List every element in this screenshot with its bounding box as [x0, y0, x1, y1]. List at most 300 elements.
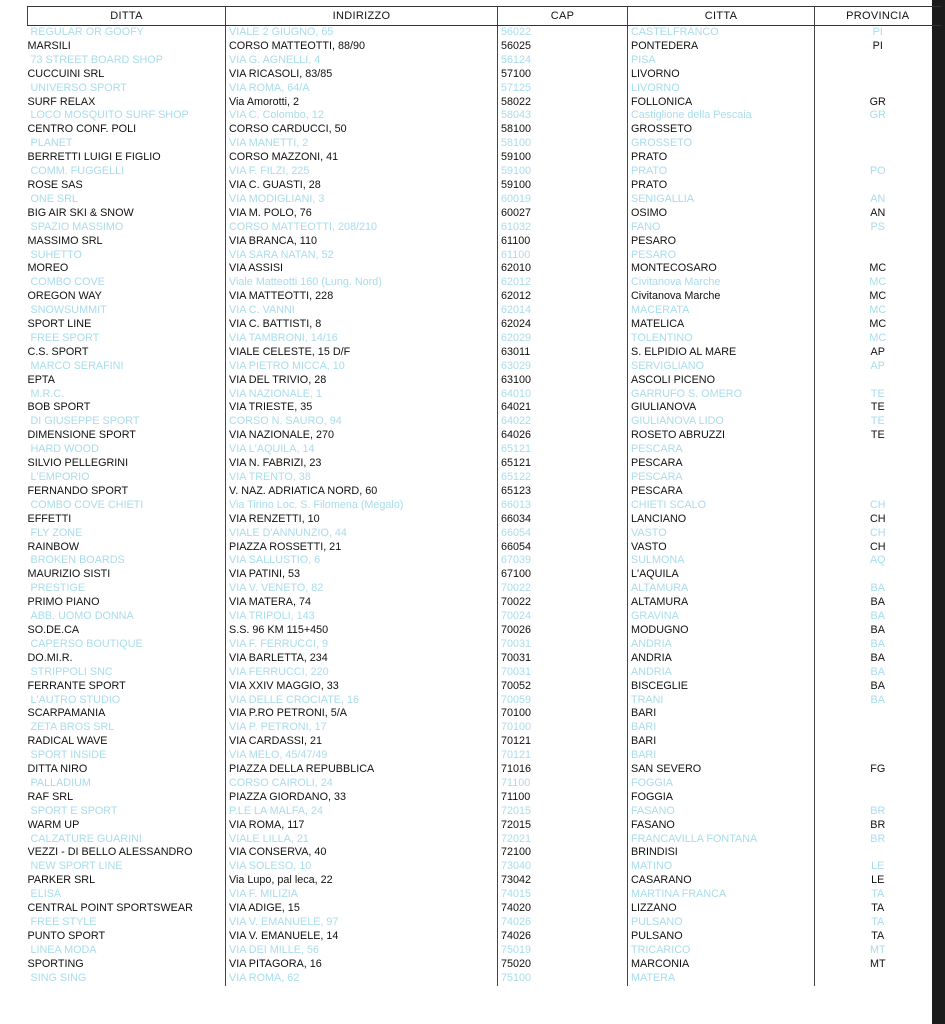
- cell-provincia: [815, 457, 941, 471]
- cell-ditta: UNIVERSO SPORT: [30, 81, 127, 94]
- cell-citta: BARI: [628, 735, 815, 749]
- cell-provincia: MC: [815, 318, 941, 332]
- cell-citta: FANO: [628, 221, 815, 235]
- cell-cap: 61100: [498, 235, 628, 249]
- cell-citta: TRICARICO: [628, 944, 815, 958]
- cell-provincia: [815, 374, 941, 388]
- header-ditta: DITTA: [28, 7, 226, 26]
- table-row: [28, 958, 941, 972]
- table-row: [28, 694, 941, 708]
- cell-provincia: TA: [815, 902, 941, 916]
- cell-ditta: SPORT LINE: [27, 318, 92, 331]
- cell-indirizzo: VIA RICASOLI, 83/85: [226, 68, 498, 82]
- cell-indirizzo: VIA BARLETTA, 234: [226, 652, 498, 666]
- cell-cap: 67100: [498, 568, 628, 582]
- cell-cap: 64021: [498, 401, 628, 415]
- table-row: [28, 707, 941, 721]
- cell-ditta: PARKER SRL: [27, 874, 96, 887]
- cell-citta: SERVIGLIANO: [628, 360, 815, 374]
- cell-citta: FOLLONICA: [628, 96, 815, 110]
- cell-ditta: ZETA BROS SRL: [30, 721, 115, 734]
- cell-cap: 64026: [498, 429, 628, 443]
- cell-indirizzo: VIA C. VANNI: [226, 304, 498, 318]
- cell-citta: ANDRIA: [628, 638, 815, 652]
- cell-indirizzo: VIA C. GUASTI, 28: [226, 179, 498, 193]
- cell-citta: PESARO: [628, 249, 815, 263]
- cell-indirizzo: VIA M. POLO, 76: [226, 207, 498, 221]
- cell-citta: LIVORNO: [628, 68, 815, 82]
- cell-indirizzo: Via Lupo, pal leca, 22: [226, 874, 498, 888]
- cell-provincia: LE: [815, 860, 941, 874]
- table-row: [28, 82, 941, 96]
- cell-ditta: PALLADIUM: [30, 776, 91, 789]
- cell-ditta: BROKEN BOARDS: [30, 554, 125, 567]
- table-row: [28, 652, 941, 666]
- cell-cap: 61032: [498, 221, 628, 235]
- cell-indirizzo: VIA ASSISI: [226, 262, 498, 276]
- cell-citta: Castiglione della Pescaia: [628, 109, 815, 123]
- cell-cap: 64022: [498, 415, 628, 429]
- cell-citta: ALTAMURA: [628, 582, 815, 596]
- cell-provincia: [815, 249, 941, 263]
- cell-citta: TRANI: [628, 694, 815, 708]
- cell-provincia: PI: [815, 26, 941, 40]
- cell-provincia: [815, 54, 941, 68]
- table-row: [28, 680, 941, 694]
- cell-indirizzo: PIAZZA DELLA REPUBBLICA: [226, 763, 498, 777]
- table-row: [28, 596, 941, 610]
- cell-cap: 71100: [498, 777, 628, 791]
- cell-ditta: SCARPAMANIA: [27, 707, 106, 720]
- table-row: [28, 944, 941, 958]
- cell-citta: PESCARA: [628, 457, 815, 471]
- cell-provincia: LE: [815, 874, 941, 888]
- cell-indirizzo: CORSO CARDUCCI, 50: [226, 123, 498, 137]
- table-row: [28, 26, 941, 40]
- cell-ditta: FREE STYLE: [30, 916, 97, 928]
- cell-cap: 62012: [498, 276, 628, 290]
- cell-indirizzo: VIA C. Colombo, 12: [226, 109, 498, 123]
- cell-cap: 75020: [498, 958, 628, 972]
- cell-indirizzo: V. NAZ. ADRIATICA NORD, 60: [226, 485, 498, 499]
- cell-indirizzo: VIALE LILLA, 21: [226, 833, 498, 847]
- cell-cap: 58022: [498, 96, 628, 110]
- cell-indirizzo: VIA BRANCA, 110: [226, 235, 498, 249]
- cell-citta: ANDRIA: [628, 652, 815, 666]
- cell-provincia: [815, 777, 941, 791]
- cell-citta: MACERATA: [628, 304, 815, 318]
- cell-provincia: AP: [815, 360, 941, 374]
- cell-provincia: BA: [815, 680, 941, 694]
- cell-provincia: [815, 485, 941, 499]
- cell-ditta: PLANET: [30, 137, 73, 150]
- cell-cap: 74026: [498, 930, 628, 944]
- cell-citta: SULMONA: [628, 554, 815, 568]
- cell-provincia: BA: [815, 666, 941, 680]
- cell-cap: 63029: [498, 360, 628, 374]
- cell-cap: 74015: [498, 888, 628, 902]
- cell-indirizzo: VIA DELLE CROCIATE, 16: [226, 694, 498, 708]
- cell-citta: PULSANO: [628, 916, 815, 930]
- cell-cap: 70031: [498, 666, 628, 680]
- table-row: [28, 165, 941, 179]
- cell-ditta: MAURIZIO SISTI: [27, 568, 111, 581]
- cell-citta: MATELICA: [628, 318, 815, 332]
- cell-cap: 61100: [498, 249, 628, 263]
- cell-provincia: BA: [815, 610, 941, 624]
- cell-provincia: PI: [815, 40, 941, 54]
- table-row: [28, 791, 941, 805]
- cell-cap: 65121: [498, 457, 628, 471]
- cell-ditta: MARSILI: [27, 39, 71, 52]
- cell-ditta: MASSIMO SRL: [27, 234, 103, 247]
- cell-provincia: [815, 123, 941, 137]
- cell-provincia: CH: [815, 499, 941, 513]
- cell-provincia: BA: [815, 638, 941, 652]
- header-provincia: PROVINCIA: [815, 7, 941, 26]
- cell-cap: 65121: [498, 443, 628, 457]
- cell-indirizzo: VIA FERRUCCI, 220: [226, 666, 498, 680]
- cell-ditta: SNOWSUMMIT: [30, 304, 107, 317]
- cell-cap: 70121: [498, 735, 628, 749]
- cell-ditta: RAINBOW: [27, 540, 80, 553]
- cell-cap: 65122: [498, 471, 628, 485]
- cell-citta: BARI: [628, 707, 815, 721]
- cell-ditta: NEW SPORT LINE: [30, 860, 123, 873]
- cell-provincia: BR: [815, 819, 941, 833]
- table-row: [28, 318, 941, 332]
- table-row: [28, 819, 941, 833]
- table-row: [28, 68, 941, 82]
- cell-ditta: LINEA MODA: [30, 943, 97, 956]
- cell-provincia: MC: [815, 290, 941, 304]
- cell-provincia: [815, 707, 941, 721]
- cell-indirizzo: VIA C. BATTISTI, 8: [226, 318, 498, 332]
- retailer-table: [27, 6, 941, 986]
- cell-ditta: STRIPPOLI SNC: [30, 665, 113, 678]
- cell-ditta: OREGON WAY: [27, 290, 102, 303]
- cell-cap: 63100: [498, 374, 628, 388]
- table-row: [28, 638, 941, 652]
- cell-ditta: MARCO SERAFINI: [30, 359, 124, 372]
- cell-citta: VASTO: [628, 527, 815, 541]
- cell-indirizzo: VIALE D'ANNUNZIO, 44: [226, 527, 498, 541]
- cell-ditta: PUNTO SPORT: [27, 929, 106, 942]
- cell-provincia: [815, 749, 941, 763]
- table-row: [28, 930, 941, 944]
- cell-ditta: CENTRAL POINT SPORTSWEAR: [27, 902, 193, 915]
- cell-indirizzo: CORSO MAZZONI, 41: [226, 151, 498, 165]
- cell-cap: 72021: [498, 833, 628, 847]
- cell-provincia: MC: [815, 304, 941, 318]
- cell-ditta: SILVIO PELLEGRINI: [27, 457, 129, 470]
- cell-cap: 72100: [498, 846, 628, 860]
- cell-provincia: BA: [815, 624, 941, 638]
- cell-ditta: SO.DE.CA: [27, 623, 80, 636]
- cell-provincia: [815, 568, 941, 582]
- cell-citta: GRAVINA: [628, 610, 815, 624]
- cell-citta: PULSANO: [628, 930, 815, 944]
- table-row: [28, 554, 941, 568]
- table-row: [28, 833, 941, 847]
- cell-ditta: DITTA NIRO: [27, 763, 88, 776]
- cell-citta: FOGGIA: [628, 791, 815, 805]
- cell-indirizzo: S.S. 96 KM 115+450: [226, 624, 498, 638]
- cell-cap: 60027: [498, 207, 628, 221]
- cell-indirizzo: VIA ROMA, 117: [226, 819, 498, 833]
- cell-cap: 62010: [498, 262, 628, 276]
- table-row: [28, 582, 941, 596]
- cell-ditta: BOB SPORT: [27, 401, 91, 414]
- table-row: [28, 513, 941, 527]
- cell-indirizzo: VIA TRIESTE, 35: [226, 401, 498, 415]
- cell-indirizzo: VIA L'AQUILA, 14: [226, 443, 498, 457]
- cell-ditta: DI GIUSEPPE SPORT: [30, 415, 140, 428]
- cell-cap: 59100: [498, 151, 628, 165]
- cell-citta: PESCARA: [628, 443, 815, 457]
- cell-indirizzo: VIA F. MILIZIA: [226, 888, 498, 902]
- cell-citta: LIZZANO: [628, 902, 815, 916]
- cell-provincia: MC: [815, 332, 941, 346]
- cell-cap: 71016: [498, 763, 628, 777]
- cell-ditta: ELISA: [30, 888, 62, 901]
- cell-indirizzo: PIAZZA GIORDANO, 33: [226, 791, 498, 805]
- cell-citta: SENIGALLIA: [628, 193, 815, 207]
- cell-ditta: BIG AIR SKI & SNOW: [27, 206, 134, 219]
- cell-cap: 66013: [498, 499, 628, 513]
- header-row: [28, 7, 941, 26]
- table-row: [28, 888, 941, 902]
- cell-indirizzo: VIA PITAGORA, 16: [226, 958, 498, 972]
- table-row: [28, 193, 941, 207]
- cell-indirizzo: CORSO N. SAURO, 94: [226, 415, 498, 429]
- cell-citta: S. ELPIDIO AL MARE: [628, 346, 815, 360]
- cell-ditta: SPORT E SPORT: [30, 804, 118, 817]
- cell-cap: 72015: [498, 805, 628, 819]
- cell-citta: LANCIANO: [628, 513, 815, 527]
- cell-indirizzo: VIA SOLESO, 10: [226, 860, 498, 874]
- cell-ditta: CENTRO CONF. POLI: [27, 123, 137, 136]
- table-row: [28, 151, 941, 165]
- cell-cap: 73040: [498, 860, 628, 874]
- cell-provincia: AN: [815, 207, 941, 221]
- cell-ditta: MOREO: [27, 262, 69, 275]
- cell-ditta: HARD WOOD: [30, 443, 99, 456]
- cell-indirizzo: VIA MATTEOTTI, 228: [226, 290, 498, 304]
- table-row: [28, 902, 941, 916]
- cell-cap: 75019: [498, 944, 628, 958]
- table-row: [28, 763, 941, 777]
- cell-provincia: [815, 179, 941, 193]
- cell-citta: CASTELFRANCO: [628, 26, 815, 40]
- table-row: [28, 207, 941, 221]
- cell-citta: BARI: [628, 749, 815, 763]
- cell-provincia: BR: [815, 805, 941, 819]
- cell-cap: 70100: [498, 707, 628, 721]
- cell-citta: SAN SEVERO: [628, 763, 815, 777]
- table-row: [28, 721, 941, 735]
- table-row: [28, 735, 941, 749]
- cell-cap: 58043: [498, 109, 628, 123]
- cell-citta: CHIETI SCALO: [628, 499, 815, 513]
- cell-cap: 65123: [498, 485, 628, 499]
- table-row: [28, 276, 941, 290]
- cell-provincia: BA: [815, 596, 941, 610]
- table-row: [28, 304, 941, 318]
- cell-cap: 57100: [498, 68, 628, 82]
- cell-citta: MATINO: [628, 860, 815, 874]
- cell-ditta: REGULAR OR GOOFY: [30, 26, 144, 38]
- cell-citta: PISA: [628, 54, 815, 68]
- cell-citta: MARCONIA: [628, 958, 815, 972]
- cell-cap: 75100: [498, 972, 628, 986]
- cell-indirizzo: VIALE 2 GIUGNO, 65: [226, 26, 498, 40]
- cell-provincia: MC: [815, 262, 941, 276]
- header-citta: CITTA: [628, 7, 815, 26]
- cell-ditta: C.S. SPORT: [27, 345, 89, 358]
- table-row: [28, 415, 941, 429]
- cell-indirizzo: VIA V. VENETO, 82: [226, 582, 498, 596]
- cell-citta: ASCOLI PICENO: [628, 374, 815, 388]
- table-row: [28, 846, 941, 860]
- cell-indirizzo: VIA DEL TRIVIO, 28: [226, 374, 498, 388]
- table-row: [28, 221, 941, 235]
- cell-cap: 56022: [498, 26, 628, 40]
- cell-cap: 70026: [498, 624, 628, 638]
- cell-provincia: MT: [815, 958, 941, 972]
- cell-indirizzo: VIA CARDASSI, 21: [226, 735, 498, 749]
- cell-indirizzo: VIA ADIGE, 15: [226, 902, 498, 916]
- cell-provincia: BA: [815, 694, 941, 708]
- cell-cap: 60019: [498, 193, 628, 207]
- cell-ditta: ROSE SAS: [27, 178, 83, 191]
- table-row: [28, 179, 941, 193]
- cell-citta: PRATO: [628, 165, 815, 179]
- cell-ditta: DIMENSIONE SPORT: [27, 429, 136, 442]
- cell-provincia: CH: [815, 527, 941, 541]
- cell-cap: 62012: [498, 290, 628, 304]
- cell-indirizzo: P.LE LA MALFA, 24: [226, 805, 498, 819]
- table-row: [28, 40, 941, 54]
- cell-cap: 70059: [498, 694, 628, 708]
- cell-provincia: AN: [815, 193, 941, 207]
- cell-ditta: RAF SRL: [27, 790, 74, 803]
- cell-provincia: FG: [815, 763, 941, 777]
- cell-indirizzo: VIA V. EMANUELE, 97: [226, 916, 498, 930]
- cell-indirizzo: Viale Matteotti 160 (Lung. Nord): [226, 276, 498, 290]
- cell-citta: VASTO: [628, 541, 815, 555]
- cell-cap: 73042: [498, 874, 628, 888]
- cell-ditta: CUCCUINI SRL: [27, 67, 105, 80]
- table-row: [28, 290, 941, 304]
- cell-indirizzo: VIA N. FABRIZI, 23: [226, 457, 498, 471]
- cell-ditta: SUHETTO: [30, 248, 82, 261]
- cell-cap: 74020: [498, 902, 628, 916]
- cell-citta: ALTAMURA: [628, 596, 815, 610]
- cell-citta: ROSETO ABRUZZI: [628, 429, 815, 443]
- cell-cap: 70031: [498, 638, 628, 652]
- cell-indirizzo: VIA PATINI, 53: [226, 568, 498, 582]
- cell-ditta: FLY ZONE: [30, 526, 83, 539]
- cell-provincia: AP: [815, 346, 941, 360]
- cell-cap: 66054: [498, 541, 628, 555]
- cell-indirizzo: CORSO MATTEOTTI, 208/210: [226, 221, 498, 235]
- cell-provincia: MT: [815, 944, 941, 958]
- cell-ditta: L'AUTRO STUDIO: [30, 693, 121, 706]
- cell-cap: 66034: [498, 513, 628, 527]
- cell-ditta: LOCO MOSQUITO SURF SHOP: [30, 109, 189, 122]
- cell-citta: PRATO: [628, 179, 815, 193]
- table-row: [28, 262, 941, 276]
- cell-cap: 72015: [498, 819, 628, 833]
- cell-provincia: BR: [815, 833, 941, 847]
- cell-indirizzo: VIA MODIGLIANI, 3: [226, 193, 498, 207]
- cell-cap: 70052: [498, 680, 628, 694]
- cell-cap: 70024: [498, 610, 628, 624]
- cell-indirizzo: CORSO CAIROLI, 24: [226, 777, 498, 791]
- cell-indirizzo: VIA DEI MILLE, 56: [226, 944, 498, 958]
- table-row: [28, 457, 941, 471]
- cell-provincia: BA: [815, 582, 941, 596]
- cell-ditta: FERNANDO SPORT: [27, 484, 129, 497]
- cell-provincia: [815, 235, 941, 249]
- cell-citta: MONTECOSARO: [628, 262, 815, 276]
- cell-provincia: [815, 151, 941, 165]
- cell-citta: BARI: [628, 721, 815, 735]
- cell-cap: 70031: [498, 652, 628, 666]
- cell-indirizzo: VIA SALLUSTIO, 6: [226, 554, 498, 568]
- header-indirizzo: INDIRIZZO: [226, 7, 498, 26]
- cell-indirizzo: CORSO MATTEOTTI, 88/90: [226, 40, 498, 54]
- table-row: [28, 401, 941, 415]
- table-row: [28, 860, 941, 874]
- cell-citta: Civitanova Marche: [628, 290, 815, 304]
- cell-citta: GIULIANOVA LIDO: [628, 415, 815, 429]
- cell-ditta: SURF RELAX: [27, 95, 96, 108]
- cell-ditta: WARM UP: [27, 818, 80, 831]
- table-row: [28, 499, 941, 513]
- cell-cap: 62024: [498, 318, 628, 332]
- cell-cap: 62029: [498, 332, 628, 346]
- cell-indirizzo: VIA PIETRO MICCA, 10: [226, 360, 498, 374]
- cell-ditta: PRESTIGE: [30, 582, 86, 595]
- cell-provincia: [815, 137, 941, 151]
- cell-indirizzo: VIALE CELESTE, 15 D/F: [226, 346, 498, 360]
- table-row: [28, 54, 941, 68]
- table-row: [28, 137, 941, 151]
- cell-ditta: DO.MI.R.: [27, 651, 73, 664]
- cell-ditta: L'EMPORIO: [30, 471, 90, 483]
- cell-citta: Civitanova Marche: [628, 276, 815, 290]
- cell-provincia: BA: [815, 652, 941, 666]
- cell-ditta: COMBO COVE CHIETI: [30, 498, 144, 511]
- cell-provincia: MC: [815, 276, 941, 290]
- cell-provincia: [815, 82, 941, 96]
- cell-ditta: 73 STREET BOARD SHOP: [30, 53, 163, 66]
- cell-indirizzo: VIA MANETTI, 2: [226, 137, 498, 151]
- cell-citta: MODUGNO: [628, 624, 815, 638]
- cell-provincia: TE: [815, 415, 941, 429]
- cell-indirizzo: VIA NAZIONALE, 1: [226, 388, 498, 402]
- cell-provincia: [815, 443, 941, 457]
- cell-ditta: M.R.C.: [30, 387, 65, 400]
- cell-cap: 56025: [498, 40, 628, 54]
- cell-citta: BISCEGLIE: [628, 680, 815, 694]
- cell-indirizzo: VIA MATERA, 74: [226, 596, 498, 610]
- cell-ditta: COMBO COVE: [30, 276, 105, 289]
- cell-ditta: VEZZI - DI BELLO ALESSANDRO: [27, 846, 193, 859]
- cell-provincia: [815, 68, 941, 82]
